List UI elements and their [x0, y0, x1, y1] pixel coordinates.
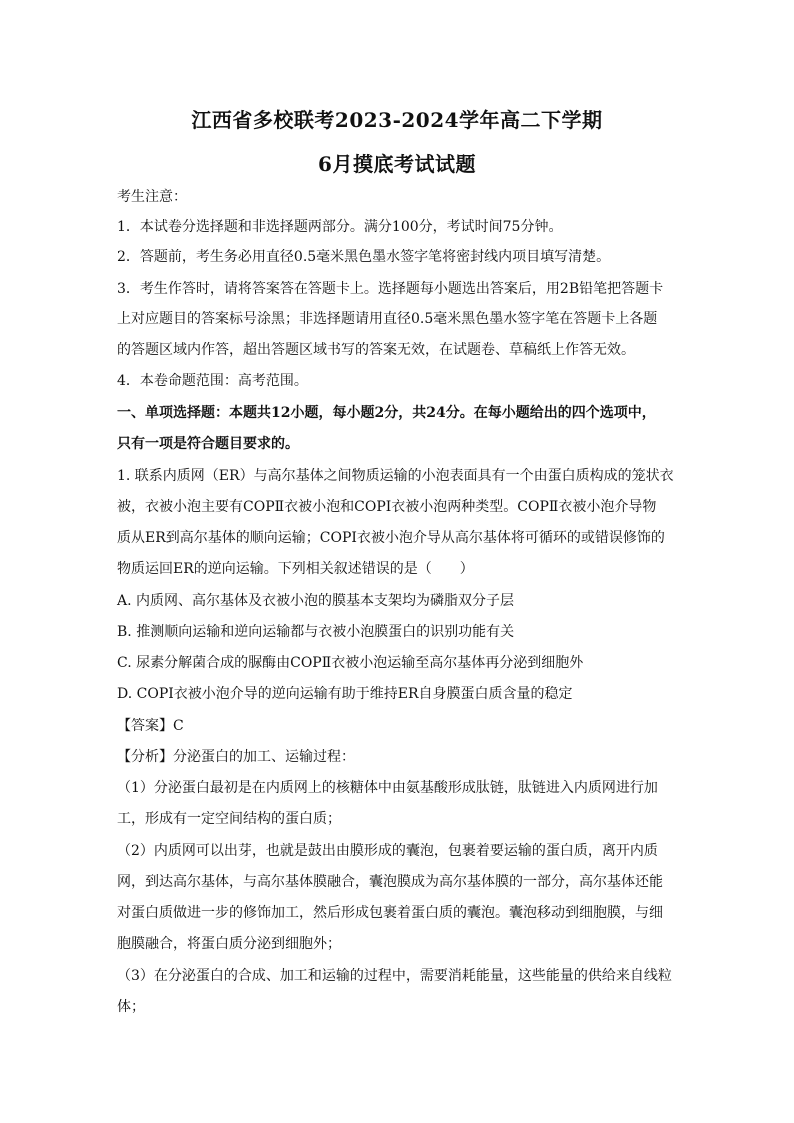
notice-item: 4．本卷命题范围：高考范围。 — [117, 373, 308, 389]
question-stem-line: 1. 联系内质网（ER）与高尔基体之间物质运输的小泡表面具有一个由蛋白质构成的笼状衣 — [117, 468, 674, 484]
analysis-line: （2）内质网可以出芽，也就是鼓出由膜形成的囊泡，包裹着要运输的蛋白质，离开内质 — [117, 843, 658, 859]
document-title-line2: 6月摸底考试试题 — [318, 152, 476, 176]
analysis-line: 体； — [117, 999, 145, 1015]
option-b: B. 推测顺向运输和逆向运输都与衣被小泡膜蛋白的识别功能有关 — [117, 624, 515, 640]
option-c: C. 尿素分解菌合成的脲酶由COPⅡ衣被小泡运输至高尔基体再分泌到细胞外 — [117, 655, 584, 671]
notice-item: 的答题区域内作答，超出答题区域书写的答案无效，在试题卷、草稿纸上作答无效。 — [117, 342, 635, 358]
option-d: D. COPI衣被小泡介导的逆向运输有助于维持ER自身膜蛋白质含量的稳定 — [117, 686, 573, 702]
question-stem-line: 物质运回ER的逆向运输。下列相关叙述错误的是（ ） — [117, 561, 474, 577]
analysis-line: 对蛋白质做进一步的修饰加工，然后形成包裹着蛋白质的囊泡。囊泡移动到细胞膜，与细 — [117, 905, 663, 921]
section-heading: 一、单项选择题：本题共12小题，每小题2分，共24分。在每小题给出的四个选项中， — [117, 405, 656, 421]
analysis-line: （3）在分泌蛋白的合成、加工和运输的过程中，需要消耗能量，这些能量的供给来自线粒 — [117, 968, 672, 984]
question-stem-line: 被，衣被小泡主要有COPⅡ衣被小泡和COPI衣被小泡两种类型。COPⅡ衣被小泡介导物 — [117, 499, 657, 515]
notice-item: 3．考生作答时，请将答案答在答题卡上。选择题每小题选出答案后，用2B铅笔把答题卡 — [117, 281, 664, 297]
answer-line: 【答案】C — [117, 718, 184, 734]
analysis-line: 【分析】分泌蛋白的加工、运输过程： — [117, 749, 355, 765]
notice-item: 2．答题前，考生务必用直径0.5毫米黑色墨水签字笔将密封线内项目填写清楚。 — [117, 249, 611, 265]
question-stem-line: 质从ER到高尔基体的顺向运输；COPI衣被小泡介导从高尔基体将可循环的或错误修饰的 — [117, 530, 665, 546]
analysis-line: （1）分泌蛋白最初是在内质网上的核糖体中由氨基酸形成肽链，肽链进入内质网进行加 — [117, 780, 658, 796]
notice-item: 1．本试卷分选择题和非选择题两部分。满分100分，考试时间75分钟。 — [117, 219, 563, 235]
option-a: A. 内质网、高尔基体及衣被小泡的膜基本支架均为磷脂双分子层 — [117, 593, 515, 609]
notice-item: 上对应题目的答案标号涂黑；非选择题请用直径0.5毫米黑色墨水签字笔在答题卡上各题 — [117, 311, 658, 327]
notice-heading: 考生注意： — [117, 189, 187, 205]
section-heading-cont: 只有一项是符合题目要求的。 — [117, 436, 299, 452]
document-title-line1: 江西省多校联考2023-2024学年高二下学期 — [191, 108, 603, 132]
analysis-line: 网，到达高尔基体，与高尔基体膜融合，囊泡膜成为高尔基体膜的一部分，高尔基体还能 — [117, 874, 663, 890]
analysis-line: 工，形成有一定空间结构的蛋白质； — [117, 811, 341, 827]
analysis-line: 胞膜融合，将蛋白质分泌到细胞外； — [117, 936, 341, 952]
